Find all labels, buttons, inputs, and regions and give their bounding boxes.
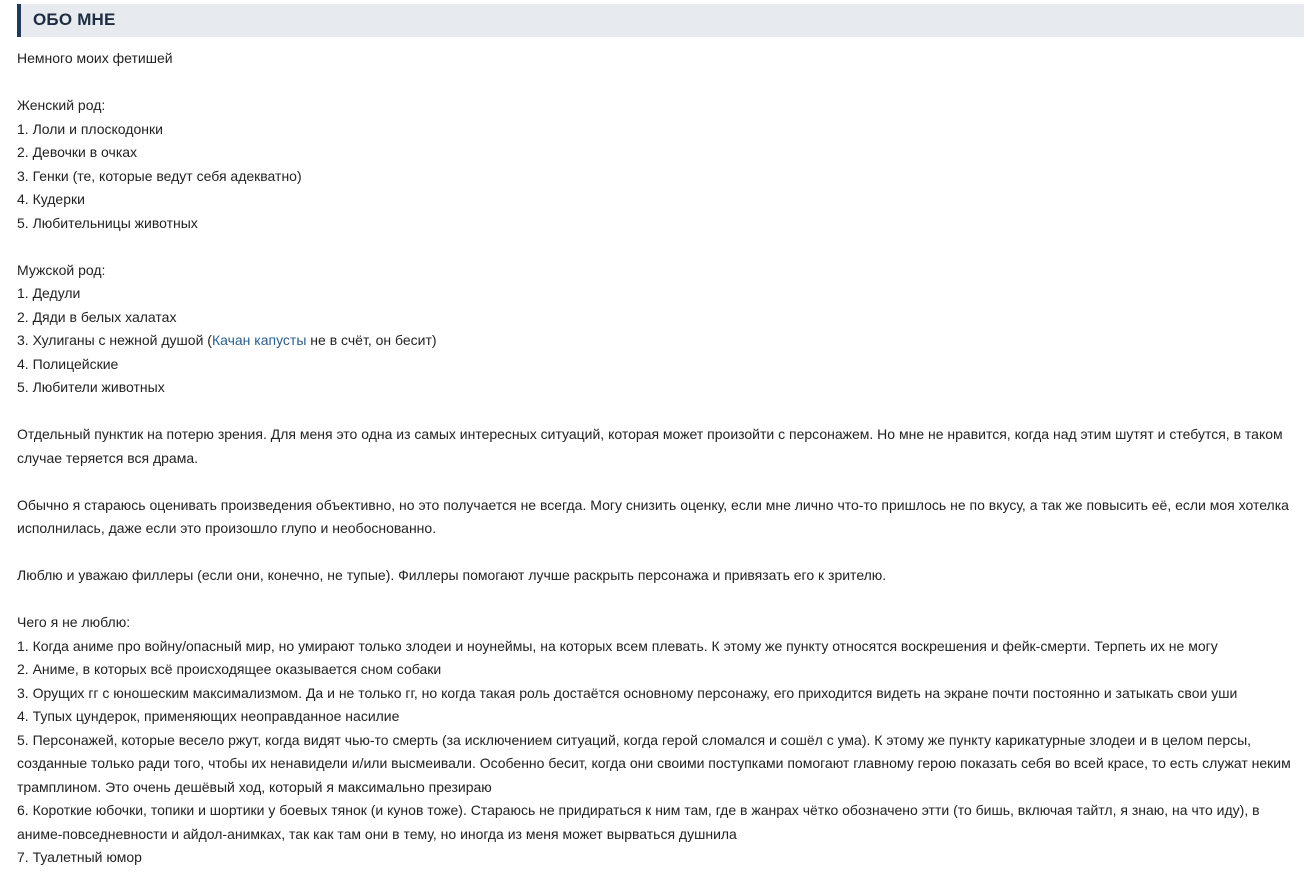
list-item: 4. Кудерки <box>17 191 85 207</box>
blindness-paragraph: Отдельный пунктик на потерю зрения. Для меня это одна из самых интересных ситуаций, которая может произойти с персонажем. Но мне не нравится, когда над этим шутят и стебутся, в таком случае теряется вся драма. <box>17 426 1283 466</box>
rating-paragraph: Обычно я стараюсь оценивать произведения объективно, но это получается не всегда. Могу снизить оценку, если мне лично что-то пришлось не по вкусу, а так же повысить её, если моя хотелка исполнилась, даже если это произошло глупо и необоснованно. <box>17 496 1289 536</box>
list-item: 4. Тупых цундерок, применяющих неоправданное насилие <box>17 708 400 724</box>
fillers-paragraph: Люблю и уважаю филлеры (если они, конечно, не тупые). Филлеры помогают лучше раскрыть персонажа и привязать его к зрителю. <box>17 567 887 583</box>
about-content <box>17 47 1302 870</box>
about-section-header <box>17 4 1304 37</box>
list-item: 1. Когда аниме про войну/опасный мир, но умирают только злодеи и ноунеймы, на которых всем плевать. К этому же пункту относятся воскрешения и фейк-смерти. Терпеть их не могу <box>17 637 1218 654</box>
list-item: 2. Девочки в очках <box>17 144 138 160</box>
character-link[interactable]: Качан капусты <box>211 332 307 348</box>
dislikes-heading: Чего я не люблю: <box>17 614 131 630</box>
list-item-suffix: не в счёт, он бесит) <box>306 332 437 348</box>
list-item: 2. Аниме, в которых всё происходящее оказывается сном собаки <box>17 661 442 677</box>
list-item: 7. Туалетный юмор <box>17 849 142 865</box>
list-item: 5. Любительницы животных <box>17 214 198 231</box>
section-title: ОБО МНЕ <box>33 10 116 29</box>
male-heading: Мужской род: <box>17 261 106 278</box>
list-item: 5. Любители животных <box>17 379 165 395</box>
female-heading: Женский род: <box>17 97 106 113</box>
list-item: 1. Дедули <box>17 285 81 301</box>
intro-text: Немного моих фетишей <box>17 50 173 66</box>
list-item: 3. Орущих гг с юношеским максимализмом. Да и не только гг, но когда такая роль достаётся основному персонажу, его приходится видеть на экране почти постоянно и затыкать свои уши <box>17 684 1238 701</box>
list-item <box>17 329 1302 353</box>
list-item: 2. Дяди в белых халатах <box>17 308 177 325</box>
list-item: 6. Короткие юбочки, топики и шортики у боевых тянок (и кунов тоже). Стараюсь не придираться к ним там, где в жанрах чётко обозначено этти (то бишь, включая тайтл, я знаю, на что иду), в аниме-повседневности и айдол-анимках, так как там они в тему, но иногда из меня может вырваться душнила <box>17 802 1260 842</box>
list-item-text: 3. Хулиганы с нежной душой ( <box>17 332 212 348</box>
list-item: 3. Генки (те, которые ведут себя адекватно) <box>17 167 302 184</box>
list-item: 4. Полицейские <box>17 355 119 372</box>
list-item: 5. Персонажей, которые весело ржут, когда видят чью-то смерть (за исключением ситуаций, когда герой сломался и сошёл с ума). К этому же пункту карикатурные злодеи и в целом персы, созданные только ради того, чтобы их ненавидели и/или высмеивали. Особенно бесит, когда они своими поступками помогают главному герою показать себя во всей красе, то есть служат неким трамплином. Это очень дешёвый ход, который я максимально презираю <box>17 731 1291 795</box>
list-item: 1. Лоли и плоскодонки <box>17 120 163 137</box>
